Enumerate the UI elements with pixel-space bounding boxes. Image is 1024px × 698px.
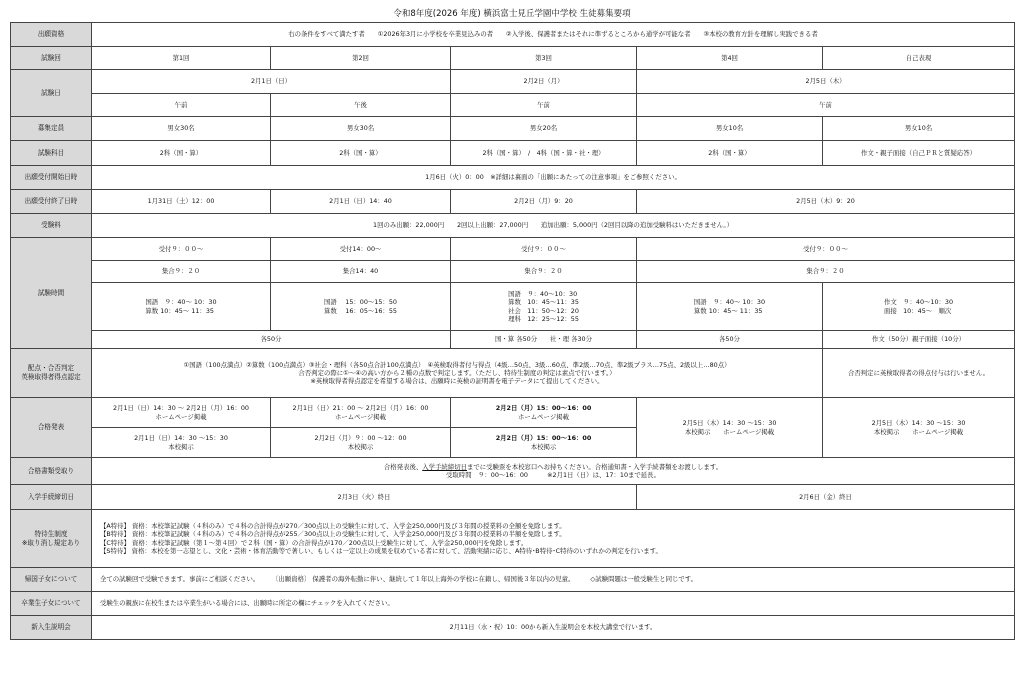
time-r4-self: 午前 <box>637 94 1015 117</box>
time-r2: 午後 <box>271 94 451 117</box>
scoring-self-note: 合否判定に英検取得者の得点付与は行いません。 <box>823 349 1015 398</box>
row-documents <box>11 458 1015 485</box>
app-end-r4-self: 2月5日（木）9：20 <box>637 190 1015 214</box>
results-r2-board <box>271 428 451 458</box>
page-title: 令和8年度(2026 年度) 横浜富士見丘学園中学校 生徒募集要項 <box>393 9 631 19</box>
duration-r4: 各50分 <box>637 331 823 349</box>
scholarship-line-a: 【A特待】 資格：本校筆記試験（４科のみ）で４科の合計得点が270／300点以上の受験生に対して、入学金250,000円及び３年間の授業料の全額を免除します。 <box>100 521 566 530</box>
label-deadline: 入学手続締切日 <box>11 485 92 510</box>
schedule-r1-line: 算数 10：45～ 11：35 <box>145 306 214 315</box>
scholarship-line-s: 【S特待】 資格：本校を第一志望とし、文化・芸術・体育活動等で著しい、もしくは一定以上の成果を収めている者に対して、活動実績に応じ、A特待･B特待･C特待のいずれかの判定を行います。 <box>100 546 662 555</box>
capacity-r4: 男女10名 <box>637 117 823 141</box>
results-r3-web <box>451 398 637 428</box>
scoring-line3: ※英検取得者得点認定を希望する場合は、出願時に英検の証明書を電子データにて提出してください。 <box>310 377 604 386</box>
row-capacity <box>11 117 1015 141</box>
round-2: 第2回 <box>271 47 451 70</box>
row-subjects <box>11 141 1015 166</box>
schedule-self <box>823 283 1015 331</box>
row-info-session <box>11 616 1015 640</box>
documents-line1: 合格発表後、入学手続締切日までに受験票を本校窓口へお持ちください。合格通知書・入学手続書類をお渡しします。 <box>383 462 723 471</box>
deadline-r1-r3: 2月3日（火）終日 <box>92 485 637 510</box>
label-scholarship-title: 特待生制度 <box>34 529 68 538</box>
results-r2-web <box>271 398 451 428</box>
duration-r3: 国・算 各50分 社・理 各30分 <box>451 331 637 349</box>
results-r2-board-label: 本校掲示 <box>347 442 374 451</box>
results-r1-web <box>92 398 271 428</box>
results-self-date: 2月5日（木）14：30 ～15：30 <box>871 419 966 428</box>
round-1: 第1回 <box>92 47 271 70</box>
app-end-r2: 2月1日（日）14：40 <box>271 190 451 214</box>
reception-r3: 受付９：００～ <box>451 238 637 261</box>
info-session-text: 2月11日（水・祝）10：00から新入生説明会を本校大講堂で行います。 <box>92 616 1015 640</box>
row-app-end <box>11 190 1015 214</box>
label-capacity: 募集定員 <box>11 117 92 141</box>
label-scoring-line2: 英検取得者得点認定 <box>21 373 81 381</box>
schedule-r3-line: 理科 12：25～12：55 <box>508 314 579 323</box>
round-3: 第3回 <box>451 47 637 70</box>
row-deadline <box>11 485 1015 510</box>
row-exam-round <box>11 47 1015 70</box>
schedule-r2 <box>271 283 451 331</box>
row-results-web <box>11 398 1015 428</box>
row-app-start <box>11 166 1015 190</box>
label-returnee: 帰国子女について <box>11 568 92 592</box>
results-r1-board-label: 本校掲示 <box>168 442 194 451</box>
reception-r1: 受付９：００～ <box>92 238 271 261</box>
results-r4-date: 2月5日（木）14：30 ～15：30 <box>682 419 777 428</box>
results-r3-board <box>451 428 637 458</box>
results-r1-board-date: 2月1日（日）14：30 ～15：30 <box>134 434 228 443</box>
schedule-self-line: 作文 ９：40～10：30 <box>883 298 954 307</box>
results-r3-board-date: 2月2日（月）15：00～16：00 <box>495 434 592 443</box>
results-r1-board <box>92 428 271 458</box>
round-self: 自己表現 <box>823 47 1015 70</box>
app-end-r3: 2月2日（月）9：20 <box>451 190 637 214</box>
label-app-start: 出願受付開始日時 <box>11 166 92 190</box>
schedule-self-line: 面接 10：45～ 順次 <box>883 306 952 315</box>
capacity-r3: 男女20名 <box>451 117 637 141</box>
scholarship-line-b: 【B特待】 資格：本校筆記試験（４科のみ）で４科の合計得点が255／300点以上の受験生に対して、入学金250,000円及び３年間の授業料の半額を免除します。 <box>100 530 566 539</box>
schedule-r4 <box>637 283 823 331</box>
results-self-label: 本校掲示 ホームページ掲載 <box>873 427 964 436</box>
label-documents: 合格書類受取り <box>11 458 92 485</box>
scoring-text <box>92 349 823 398</box>
label-results: 合格発表 <box>11 398 92 458</box>
assembly-r2: 集合14：40 <box>271 261 451 283</box>
results-r3-board-label: 本校掲示 <box>530 442 557 451</box>
schedule-r3-line: 算数 10：45～11：35 <box>508 298 579 307</box>
assembly-r1: 集合９：２０ <box>92 261 271 283</box>
label-exam-round: 試験回 <box>11 47 92 70</box>
label-app-end: 出願受付終了日時 <box>11 190 92 214</box>
row-scholarship <box>11 510 1015 568</box>
schedule-r3-line: 社会 11：50～12：20 <box>508 306 579 315</box>
scholarship-line-c: 【C特待】 資格：本校筆記試験（第１～第４回）で２科（国・算）の合計得点が170／200点以上受験生に対して、入学金250,000円を免除します。 <box>100 538 528 547</box>
results-r2-web-date: 2月1日（日）21：00 ～ 2月2日（月）16：00 <box>292 404 429 413</box>
results-r1-web-label: ホームページ掲載 <box>155 412 207 421</box>
results-r2-web-label: ホームページ掲載 <box>335 412 386 421</box>
duration-r1-r2: 各50分 <box>92 331 451 349</box>
label-scholarship <box>11 510 92 568</box>
row-exam-time-of-day <box>11 94 1015 117</box>
date-feb1: 2月1日（日） <box>92 70 451 94</box>
capacity-r1: 男女30名 <box>92 117 271 141</box>
capacity-r2: 男女30名 <box>271 117 451 141</box>
label-info-session: 新入生説明会 <box>11 616 92 640</box>
schedule-r2-line: 国語 15：00～15：50 <box>324 298 397 307</box>
label-scoring <box>11 349 92 398</box>
label-scholarship-note: ※取り消し規定あり <box>21 538 81 547</box>
label-subjects: 試験科目 <box>11 141 92 166</box>
results-self <box>823 398 1015 458</box>
row-assembly <box>11 261 1015 283</box>
subjects-self: 作文・親子面接（自己ＰＲと質疑応答） <box>823 141 1015 166</box>
results-r4-label: 本校掲示 ホームページ掲載 <box>684 427 775 436</box>
row-returnee <box>11 568 1015 592</box>
row-fee <box>11 214 1015 238</box>
row-schedule <box>11 283 1015 331</box>
subjects-r3: 2科（国・算） / 4科（国・算・社・理） <box>451 141 637 166</box>
capacity-self: 男女10名 <box>823 117 1015 141</box>
scoring-line1: ①国語（100点満点）②算数（100点満点）③社会・理科（各50点合計100点満点） ④英検取得者付与得点（4級…50点、3級…60点、準2級…70点、準2級プラス…75点、2級以上…80点） <box>183 360 731 369</box>
row-duration <box>11 331 1015 349</box>
results-r2-board-date: 2月2日（月）９：00 ～12：00 <box>314 434 407 443</box>
label-alumni: 卒業生子女について <box>11 592 92 616</box>
round-4: 第4回 <box>637 47 823 70</box>
schedule-r2-line: 算数 16：05～16：55 <box>324 306 397 315</box>
subjects-r1: 2科（国・算） <box>92 141 271 166</box>
admission-table <box>10 22 1015 640</box>
documents-line2: 受取時間 ９：00～16：00 ※2月1日（日）は、17：10まで延長。 <box>446 471 660 479</box>
reception-r2: 受付14：00～ <box>271 238 451 261</box>
returnee-text: 全ての試験回で受験できます。事前にご相談ください。 〔出願資格〕 保護者の海外転勤に伴い、継続して１年以上海外の学校に在籍し、帰国後３年以内の児童。 ◇試験問題は一般受験生と同じです。 <box>92 568 1015 592</box>
assembly-r4-self: 集合９：２０ <box>637 261 1015 283</box>
scoring-line2: 合否判定の際に①～④の高い方から２種の点数で判定します。（ただし、特待生制度の判定は素点で行います。） <box>298 368 616 377</box>
app-end-r1: 1月31日（土）12：00 <box>92 190 271 214</box>
duration-self: 作文（50分）親子面接（10分） <box>823 331 1015 349</box>
reception-r4-self: 受付９：００～ <box>637 238 1015 261</box>
app-start-text: 1月6日（火）0：00 ※詳細は裏面の「出願にあたっての注意事項」をご参照ください。 <box>92 166 1015 190</box>
scholarship-text <box>92 510 1015 568</box>
schedule-r1 <box>92 283 271 331</box>
label-exam-date: 試験日 <box>11 70 92 117</box>
subjects-r4: 2科（国・算） <box>637 141 823 166</box>
label-eligibility: 出願資格 <box>11 23 92 47</box>
eligibility-text: 右の条件をすべて満たす者 ①2026年3月に小学校を卒業見込みの者 ②入学後、保護者またはそれに準ずるところから通学が可能な者 ③本校の教育方針を理解し実践できる者 <box>92 23 1015 47</box>
row-reception <box>11 238 1015 261</box>
results-r3-web-label: ホームページ掲載 <box>518 412 569 421</box>
row-scoring <box>11 349 1015 398</box>
time-r1: 午前 <box>92 94 271 117</box>
row-eligibility <box>11 23 1015 47</box>
subjects-r2: 2科（国・算） <box>271 141 451 166</box>
fee-text: 1回のみ出願：22,000円 2回以上出願：27,000円 追加出願：5,000円（2回目以降の追加受験料はいただきません。） <box>92 214 1015 238</box>
schedule-r1-line: 国語 ９：40～ 10：30 <box>145 298 217 307</box>
results-r4 <box>637 398 823 458</box>
label-scoring-line1: 配点・合否判定 <box>27 364 75 373</box>
schedule-r3-line: 国語 ９：40～10：30 <box>508 289 578 298</box>
results-r3-web-date: 2月2日（月）15：00～16：00 <box>495 404 592 413</box>
results-r1-web-date: 2月1日（日）14：30 ～ 2月2日（月）16：00 <box>113 404 249 413</box>
deadline-r4-self: 2月6日（金）終日 <box>637 485 1015 510</box>
time-r3: 午前 <box>451 94 637 117</box>
label-exam-time: 試験時間 <box>11 238 92 349</box>
alumni-text: 受験生の親族に在校生または卒業生がいる場合には、出願時に所定の欄にチェックを入れてください。 <box>92 592 1015 616</box>
row-alumni <box>11 592 1015 616</box>
schedule-r3 <box>451 283 637 331</box>
schedule-r4-line: 国語 ９：40～ 10：30 <box>693 298 766 307</box>
documents-deadline-underline: 入学手続締切日 <box>422 462 467 471</box>
date-feb2: 2月2日（月） <box>451 70 637 94</box>
label-fee: 受験料 <box>11 214 92 238</box>
row-exam-date <box>11 70 1015 94</box>
date-feb5: 2月5日（木） <box>637 70 1015 94</box>
documents-text <box>92 458 1015 485</box>
assembly-r3: 集合９：２０ <box>451 261 637 283</box>
schedule-r4-line: 算数 10：45～ 11：35 <box>693 306 763 315</box>
